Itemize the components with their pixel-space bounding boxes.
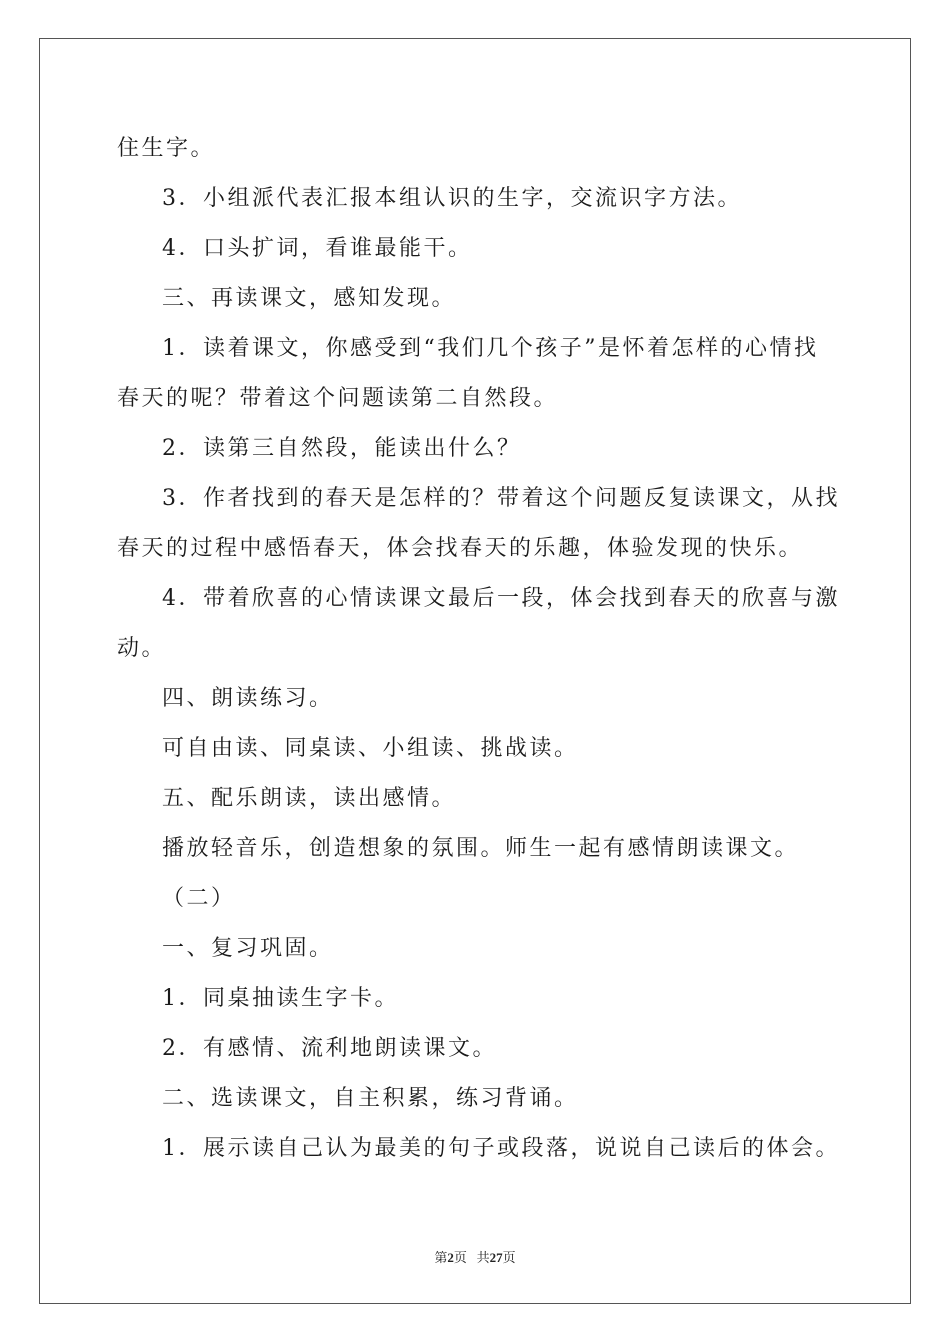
footer-prefix: 第: [434, 1250, 448, 1265]
text-line: 1．同桌抽读生字卡。: [162, 986, 399, 1011]
text-line: 一、复习巩固。: [162, 936, 334, 961]
page-footer: [0, 1247, 950, 1266]
text-line: 可自由读、同桌读、小组读、挑战读。: [162, 736, 579, 761]
footer-total-prefix: 共: [476, 1250, 490, 1265]
text-line: 4．带着欣喜的心情读课文最后一段，体会找到春天的欣喜与激: [162, 586, 840, 611]
text-line: 3．小组派代表汇报本组认识的生字，交流识字方法。: [162, 186, 742, 211]
document-body: [117, 124, 839, 1174]
text-line: 3．作者找到的春天是怎样的？带着这个问题反复读课文，从找: [162, 486, 840, 511]
text-line: 三、再读课文，感知发现。: [162, 286, 457, 311]
footer-current-page: 2: [447, 1250, 454, 1265]
text-line: 1．读着课文，你感受到“我们几个孩子”是怀着怎样的心情找: [162, 336, 819, 361]
text-line: 1．展示读自己认为最美的句子或段落，说说自己读后的体会。: [162, 1136, 840, 1161]
text-line: 四、朗读练习。: [162, 686, 334, 711]
text-line: 春天的呢？带着这个问题读第二自然段。: [117, 386, 559, 411]
text-line: （二）: [162, 886, 236, 911]
text-line: 2．读第三自然段，能读出什么？: [162, 436, 522, 461]
text-line: 春天的过程中感悟春天，体会找春天的乐趣，体验发现的快乐。: [117, 536, 804, 561]
text-line: 播放轻音乐，创造想象的氛围。师生一起有感情朗读课文。: [162, 836, 800, 861]
footer-total-pages: 27: [489, 1250, 503, 1265]
text-line: 住生字。: [117, 136, 216, 161]
text-line: 2．有感情、流利地朗读课文。: [162, 1036, 497, 1061]
text-line: 4．口头扩词，看谁最能干。: [162, 236, 473, 261]
text-line: 动。: [117, 636, 167, 661]
text-line: 五、配乐朗读，读出感情。: [162, 786, 457, 811]
footer-page-unit: 页: [453, 1250, 467, 1265]
text-line: 二、选读课文，自主积累，练习背诵。: [162, 1086, 579, 1111]
footer-total-unit: 页: [502, 1250, 516, 1265]
